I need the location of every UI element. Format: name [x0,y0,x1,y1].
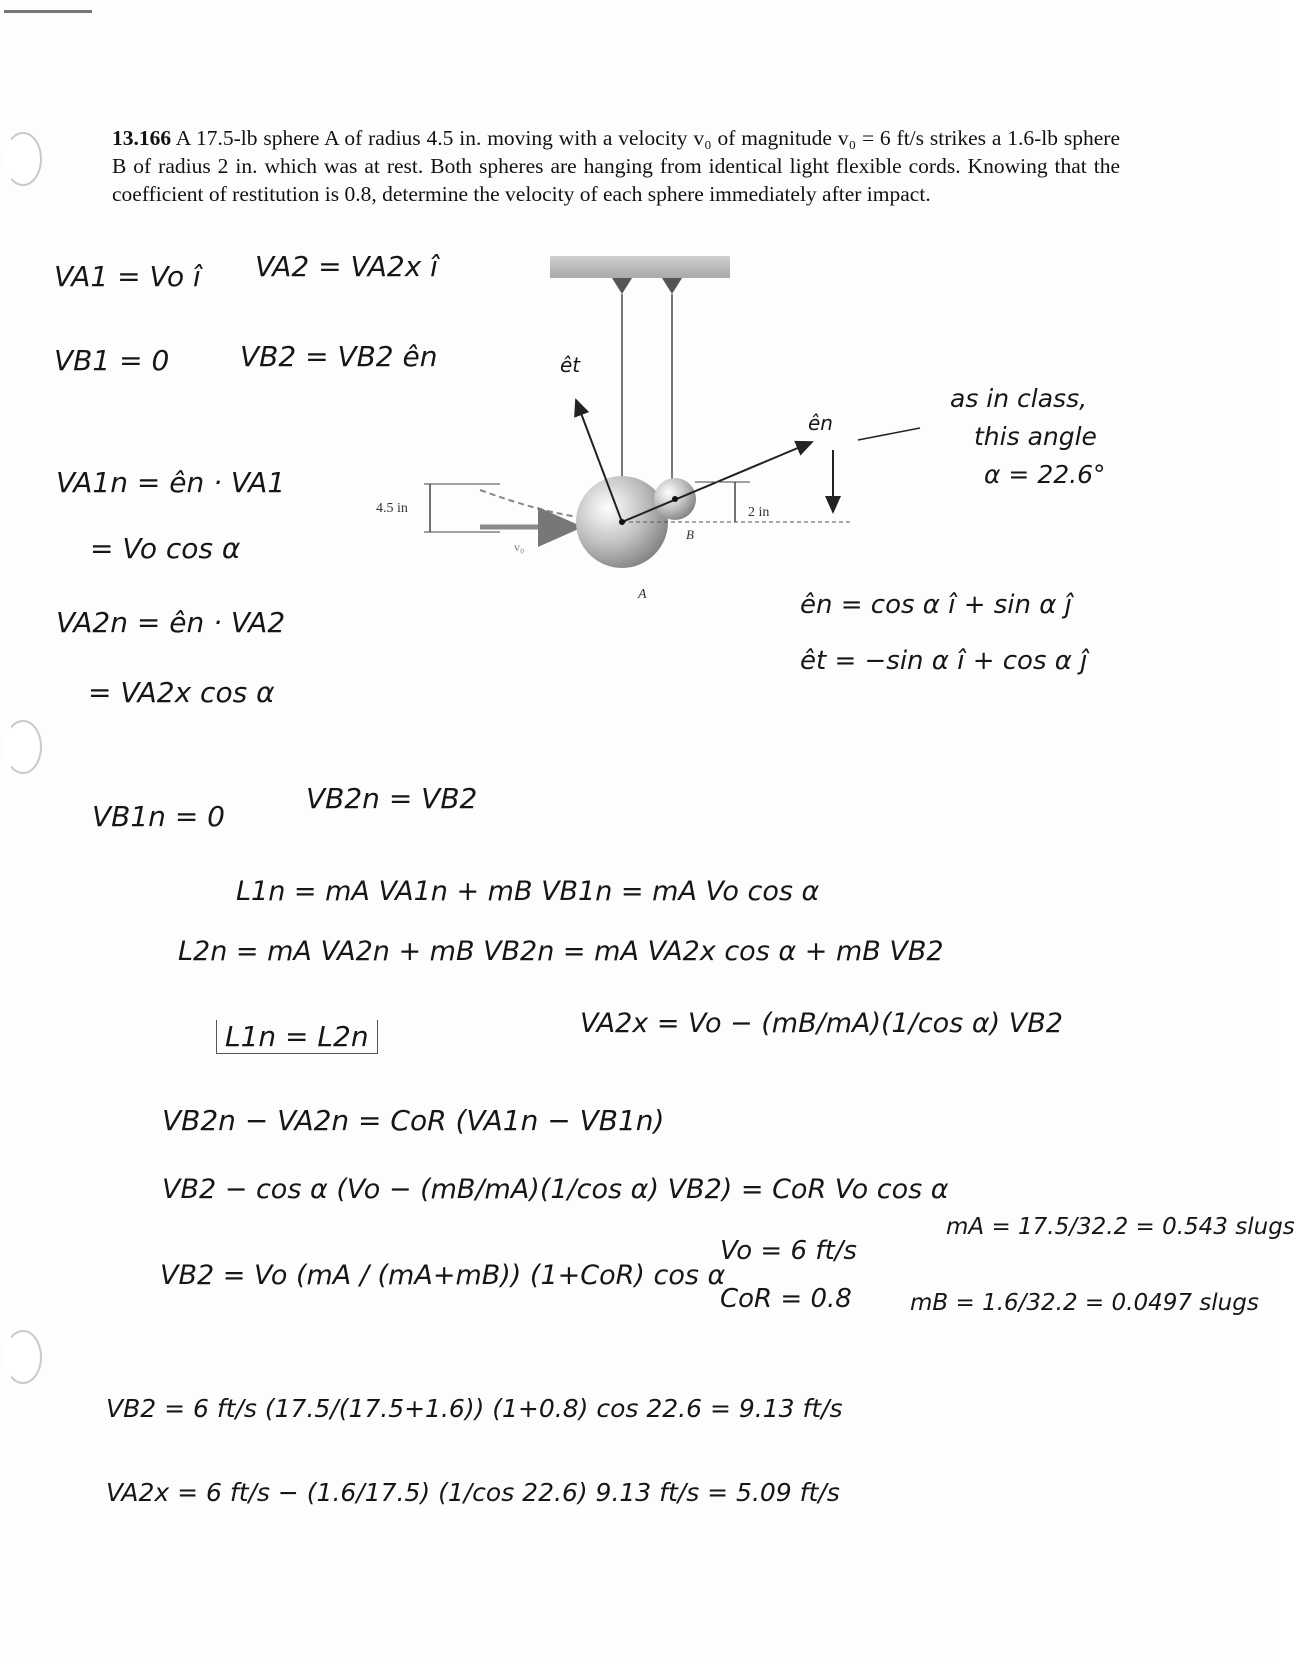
note-vb1: VB1 = 0 [54,344,170,377]
center-a [619,519,625,525]
note-substitution: VB2 − cos α (Vo − (mB/mA)(1/cos α) VB2) = CoR Vo cos α [162,1174,949,1205]
label-en: ên [808,411,833,435]
note-va2: VA2 = VA2x î [255,250,438,283]
pivot-a [612,278,632,294]
note-mb-value: mB = 1.6/32.2 = 0.0497 slugs [910,1290,1259,1316]
ceiling-support [550,256,730,278]
label-radius-a: 4.5 in [376,501,408,516]
scan-mark [4,10,92,13]
angle-pointer [858,428,920,440]
note-angle-2: this angle [974,422,1097,451]
binder-hole [4,132,42,186]
note-angle-3: α = 22.6° [984,460,1106,489]
pivot-b [662,278,682,294]
note-momentum-equality: L1n = L2n [216,1020,378,1054]
note-l1n: L1n = mA VA1n + mB VB1n = mA Vo cos α [236,876,820,907]
note-va1n: VA1n = ên · VA1 [56,466,286,499]
note-vo-value: Vo = 6 ft/s [720,1236,857,1266]
note-va2x-numeric: VA2x = 6 ft/s − (1.6/17.5) (1/cos 22.6) 9.13 ft/s = 5.09 ft/s [106,1478,840,1507]
label-radius-b: 2 in [748,505,770,520]
note-vb1n: VB1n = 0 [92,800,225,833]
problem-text: A 17.5-lb sphere A of radius 4.5 in. moving with a velocity v₀ of magnitude v₀ = 6 ft/s strikes a 1.6-lb sphere B of radius 2 in. which was at rest. Both spheres are hanging from identical light flexible cords. Knowing that the coefficient of restitution is 0.8, determine the velocity of each sphere immediately after impact. [112,126,1120,206]
problem-statement [112,124,1120,208]
note-va2x-solution: VA2x = Vo − (mB/mA)(1/cos α) VB2 [580,1008,1063,1039]
binder-hole [4,720,42,774]
label-v0: v₀ [514,540,525,554]
binder-hole [4,1330,42,1384]
note-va1n-2: = Vo cos α [90,532,241,565]
note-vb2-formula: VB2 = Vo (mA / (mA+mB)) (1+CoR) cos α [160,1260,726,1291]
note-va2n-2: = VA2x cos α [88,676,275,709]
note-en-def: ên = cos α î + sin α ĵ [800,590,1072,620]
note-restitution-equation: VB2n − VA2n = CoR (VA1n − VB1n) [162,1104,665,1137]
note-et-def: êt = −sin α î + cos α ĵ [800,646,1088,676]
note-ma-value: mA = 17.5/32.2 = 0.543 slugs [946,1214,1295,1240]
label-et: êt [560,353,581,377]
note-va1: VA1 = Vo î [54,260,201,293]
note-l2n: L2n = mA VA2n + mB VB2n = mA VA2x cos α + mB VB2 [178,936,944,967]
label-sphere-b: B [686,527,694,542]
label-sphere-a: A [638,587,647,602]
center-b [672,496,678,502]
note-vb2-numeric: VB2 = 6 ft/s (17.5/(17.5+1.6)) (1+0.8) cos 22.6 = 9.13 ft/s [106,1394,843,1423]
note-cor-value: CoR = 0.8 [720,1284,852,1314]
problem-number: 13.166 [112,126,172,150]
note-va2n: VA2n = ên · VA2 [56,606,286,639]
pendulum-figure [376,250,900,620]
note-vb2n: VB2n = VB2 [306,782,478,815]
note-angle-1: as in class, [950,384,1088,413]
swing-path [480,490,585,518]
note-vb2: VB2 = VB2 ên [240,340,438,373]
